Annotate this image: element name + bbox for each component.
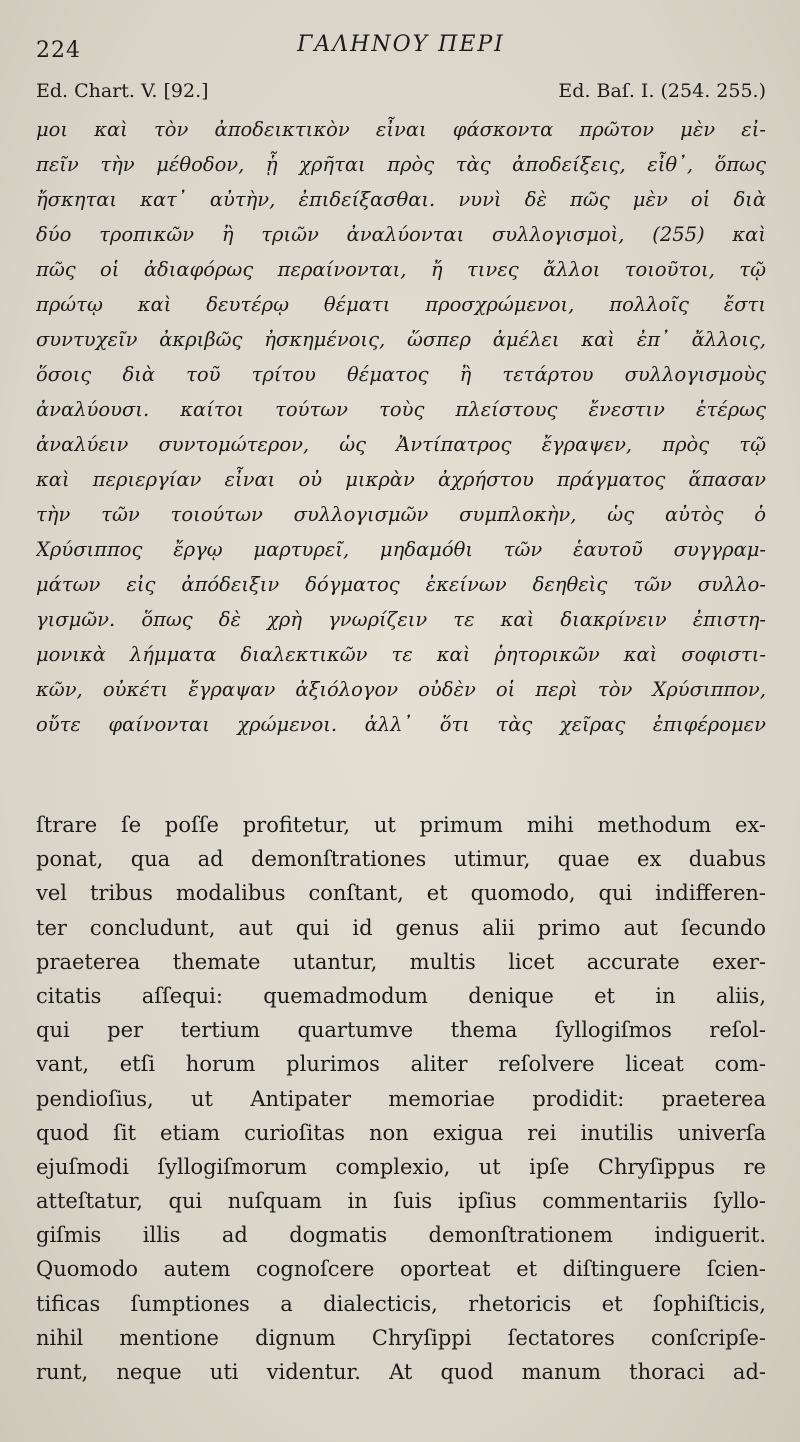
latin-line: quod ſit etiam curioſitas non exigua rei inutilis univerſa [36,1120,766,1145]
latin-line: tificas ſumptiones a dialecticis, rhetoricis et ſophiſticis, [36,1291,766,1316]
latin-text-block [36,808,766,1389]
greek-line: οὔτε φαίνονται χρώμενοι. ἀλλ᾽ ὅτι τὰς χεῖρας ἐπιφέρομεν [36,713,766,736]
edition-references [36,80,766,108]
greek-line: γισμῶν. ὅπως δὲ χρὴ γνωρίζειν τε καὶ διακρίνειν ἐπιστη- [36,608,766,631]
edition-basel-ref: Ed. Baſ. I. (254. 255.) [558,80,766,102]
latin-line: ponat, qua ad demonſtrationes utimur, quae ex duabus [36,847,766,872]
greek-line: τὴν τῶν τοιούτων συλλογισμῶν συμπλοκὴν, ὡς αὐτὸς ὁ [36,503,766,526]
greek-line: συντυχεῖν ἀκριβῶς ἠσκημένοις, ὥσπερ ἀμέλει καὶ ἐπ᾽ ἄλλοις, [36,328,766,351]
page-number: 224 [36,38,81,63]
running-title: ΓΑΛΗΝΟΥ ΠΕΡΙ [297,32,505,57]
latin-line: vel tribus modalibus conſtant, et quomodo, qui indifferen- [36,881,766,906]
latin-line: ter concludunt, aut qui id genus alii primo aut ſecundo [36,915,766,940]
greek-line: ἤσκηται κατ᾽ αὐτὴν, ἐπιδείξασθαι. νυνὶ δὲ πῶς μὲν οἱ διὰ [36,188,766,211]
latin-line: citatis aſſequi: quemadmodum denique et in aliis, [36,983,766,1008]
greek-line: μάτων εἰς ἀπόδειξιν δόγματος ἐκείνων δεηθεὶς τῶν συλλο- [36,573,766,596]
page-header [36,30,766,70]
greek-line: μοι καὶ τὸν ἀποδεικτικὸν εἶναι φάσκοντα πρῶτον μὲν εἰ- [36,118,766,141]
latin-line: Quomodo autem cognoſcere oporteat et diſtinguere ſcien- [36,1257,766,1282]
latin-line: nihil mentione dignum Chryſippi ſectatores conſcripſe- [36,1325,766,1350]
greek-line: καὶ περιεργίαν εἶναι οὐ μικρὰν ἀχρήστου πράγματος ἅπασαν [36,468,766,491]
greek-line: πρώτῳ καὶ δευτέρῳ θέματι προσχρώμενοι, πολλοῖς ἔστι [36,293,766,316]
greek-line: μονικὰ λήμματα διαλεκτικῶν τε καὶ ῥητορικῶν καὶ σοφιστι- [36,643,766,666]
latin-line: ſtrare ſe poſſe profitetur, ut primum mihi methodum ex- [36,813,766,837]
latin-line: giſmis illis ad dogmatis demonſtrationem indiguerit. [36,1223,766,1248]
latin-line: vant, etſi horum plurimos aliter reſolvere liceat com- [36,1052,766,1077]
greek-line: ὅσοις διὰ τοῦ τρίτου θέματος ἢ τετάρτου συλλογισμοὺς [36,363,766,386]
greek-line: πῶς οἱ ἀδιαφόρως περαίνονται, ἤ τινες ἄλλοι τοιοῦτοι, τῷ [36,258,766,281]
edition-chartier-ref: Ed. Chart. V. [92.] [36,80,209,102]
greek-line: δύο τροπικῶν ἢ τριῶν ἀναλύονται συλλογισμοὶ, (255) καὶ [36,223,766,246]
latin-line: atteſtatur, qui nuſquam in ſuis ipſius commentariis ſyllo- [36,1189,766,1214]
greek-text-block [36,112,766,742]
latin-line: praeterea themate utantur, multis licet accurate exer- [36,949,766,974]
greek-line: Χρύσιππος ἔργῳ μαρτυρεῖ, μηδαμόθι τῶν ἑαυτοῦ συγγραμ- [36,538,766,561]
greek-line: ἀναλύειν συντομώτερον, ὡς Ἀντίπατρος ἔγραψεν, πρὸς τῷ [36,433,766,456]
latin-line: qui per tertium quartumve thema ſyllogiſmos reſol- [36,1018,766,1043]
greek-line: ἀναλύουσι. καίτοι τούτων τοὺς πλείστους ἔνεστιν ἑτέρως [36,398,766,421]
latin-line: ejuſmodi ſyllogiſmorum complexio, ut ipſe Chryſippus re [36,1154,766,1179]
latin-line: pendioſius, ut Antipater memoriae prodidit: praeterea [36,1086,766,1111]
greek-line: κῶν, οὐκέτι ἔγραψαν ἀξιόλογον οὐδὲν οἱ περὶ τὸν Χρύσιππον, [36,678,766,701]
greek-line: πεῖν τὴν μέθοδον, ᾗ χρῆται πρὸς τὰς ἀποδείξεις, εἶθ᾽, ὅπως [36,153,766,176]
latin-line: runt, neque uti videntur. At quod manum thoraci ad- [36,1360,766,1384]
